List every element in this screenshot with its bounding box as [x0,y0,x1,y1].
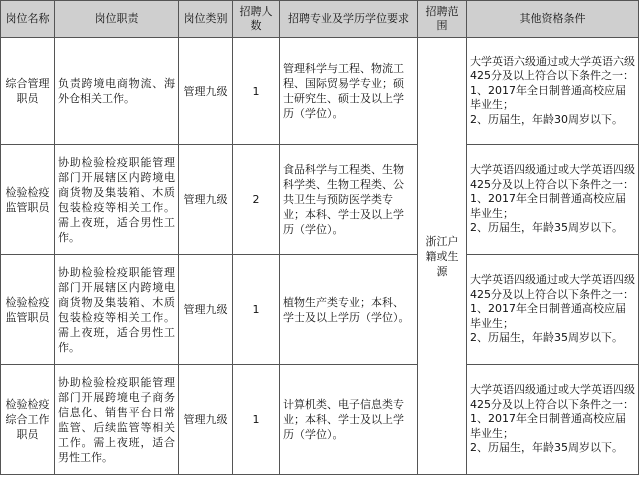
header-scope: 招聘范围 [418,1,467,38]
condition-line: 2、历届生，年龄35周岁以下。 [470,331,623,345]
position-count: 1 [233,38,280,145]
condition-line: 大学英语四级通过或大学英语四级425分及以上符合以下条件之一： [470,163,635,191]
condition-line: 大学英语四级通过或大学英语四级425分及以上符合以下条件之一： [470,273,635,301]
header-duties: 岗位职责 [55,1,179,38]
position-major: 食品科学与工程类、生物科学类、生物工程类、公共卫生与预防医学类专业；本科、学士及以上学历（学位）。 [280,145,418,255]
position-name: 综合管理职员 [1,38,55,145]
header-position-name: 岗位名称 [1,1,55,38]
position-duties: 负责跨境电商物流、海外仓相关工作。 [55,38,179,145]
position-duties: 协助检验检疫职能管理部门开展辖区内跨境电商货物及集装箱、木质包装检疫等相关工作。需上夜班，适合男性工作。 [55,145,179,255]
position-category: 管理九级 [179,365,233,475]
position-name: 检验检疫监管职员 [1,255,55,365]
header-major: 招聘专业及学历学位要求 [280,1,418,38]
position-conditions [467,255,639,365]
table-row [1,145,639,255]
position-name: 检验检疫监管职员 [1,145,55,255]
position-major: 植物生产类专业；本科、学士及以上学历（学位）。 [280,255,418,365]
position-category: 管理九级 [179,255,233,365]
condition-line: 1、2017年全日制普通高校应届毕业生； [470,302,626,330]
position-count: 2 [233,145,280,255]
position-conditions [467,145,639,255]
condition-line: 1、2017年全日制普通高校应届毕业生； [470,192,626,220]
table-row [1,365,639,475]
condition-line: 大学英语四级通过或大学英语四级425分及以上符合以下条件之一： [470,383,635,411]
table-row [1,38,639,145]
position-major: 管理科学与工程、物流工程、国际贸易学专业；硕士研究生、硕士及以上学历（学位）。 [280,38,418,145]
table-header-row [1,1,639,38]
position-count: 1 [233,365,280,475]
condition-line: 2、历届生，年龄35周岁以下。 [470,221,623,235]
position-category: 管理九级 [179,38,233,145]
position-major: 计算机类、电子信息类专业；本科、学士及以上学历（学位）。 [280,365,418,475]
position-conditions [467,365,639,475]
condition-line: 2、历届生，年龄30周岁以下。 [470,112,623,126]
position-conditions [467,38,639,145]
condition-line: 1、2017年全日制普通高校应届毕业生； [470,412,626,440]
position-count: 1 [233,255,280,365]
condition-line: 大学英语六级通过或大学英语六级425分及以上符合以下条件之一： [470,54,635,83]
table-row [1,255,639,365]
header-category: 岗位类别 [179,1,233,38]
position-duties: 协助检验检疫职能管理部门开展辖区内跨境电商货物及集装箱、木质包装检疫等相关工作。需上夜班，适合男性工作。 [55,255,179,365]
header-count: 招聘人数 [233,1,280,38]
condition-line: 2、历届生，年龄35周岁以下。 [470,441,623,455]
header-conditions: 其他资格条件 [467,1,639,38]
position-duties: 协助检验检疫职能管理部门开展跨境电子商务信息化、销售平台日常监管、后续监管等相关工作。需上夜班，适合男性工作。 [55,365,179,475]
position-category: 管理九级 [179,145,233,255]
recruit-scope: 浙江户籍或生源 [418,38,467,475]
position-name: 检验检疫综合工作职员 [1,365,55,475]
condition-line: 1、2017年全日制普通高校应届毕业生； [470,83,626,112]
